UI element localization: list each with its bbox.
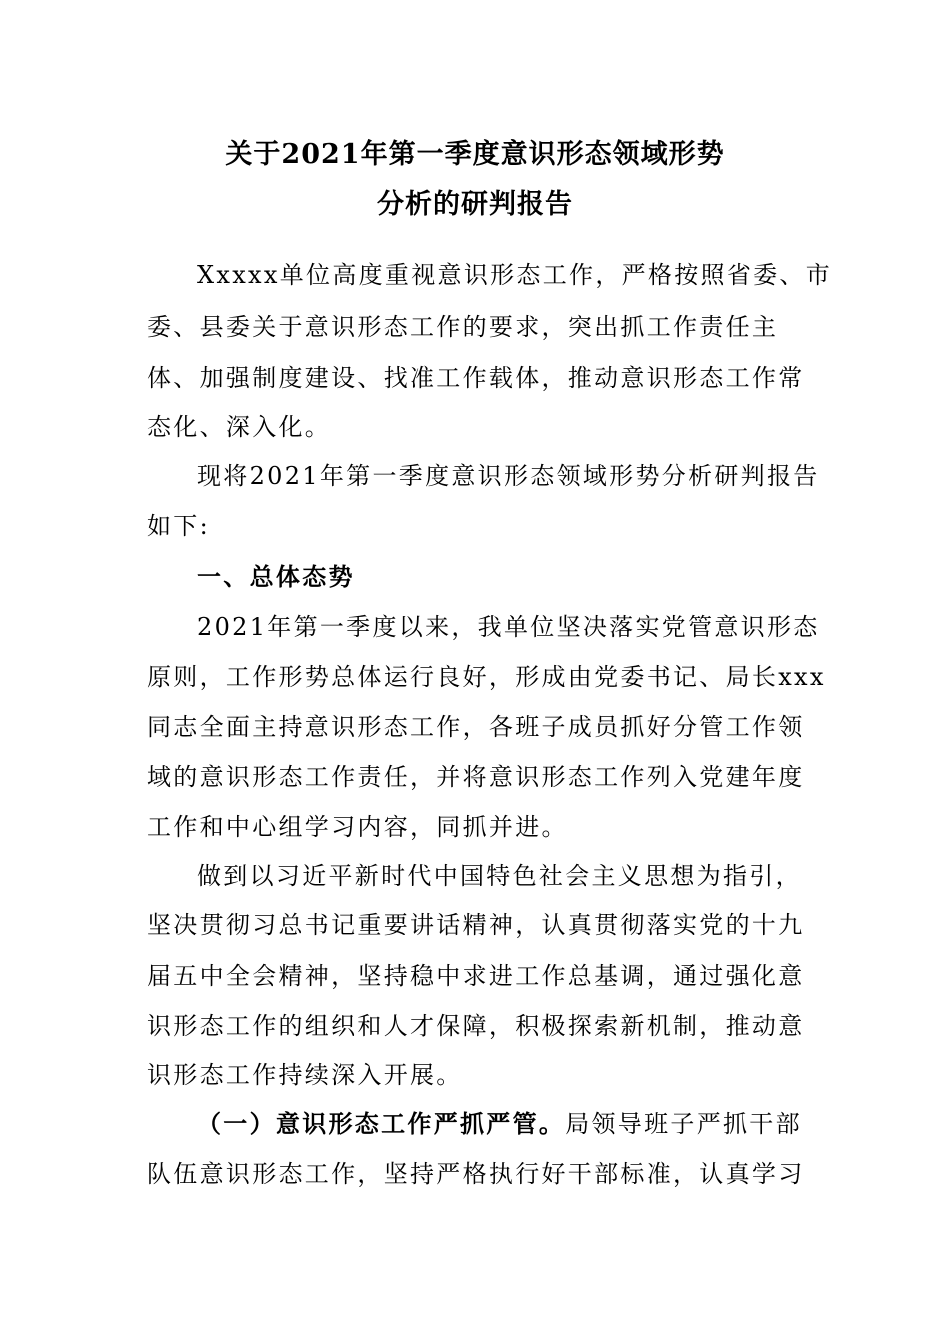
subsection-heading-strict-management: （一）意识形态工作严抓严管。 (197, 1109, 566, 1138)
paragraph-5-line-1-body: 局领导班子严抓干部 (565, 1110, 802, 1138)
paragraph-3-line-4: 域的意识形态工作责任，并将意识形态工作列入党建年度 (147, 763, 805, 791)
paragraph-2-line-1: 现将2021年第一季度意识形态领域形势分析研判报告 (197, 462, 820, 490)
paragraph-5-line-2: 队伍意识形态工作，坚持严格执行好干部标准，认真学习 (147, 1160, 805, 1188)
paragraph-4-line-5: 识形态工作持续深入开展。 (147, 1061, 463, 1089)
paragraph-4-line-2: 坚决贯彻习总书记重要讲话精神，认真贯彻落实党的十九 (147, 911, 805, 939)
section-heading-overall-situation: 一、总体态势 (197, 562, 355, 591)
paragraph-2-line-2: 如下: (147, 512, 210, 540)
paragraph-4-line-1: 做到以习近平新时代中国特色社会主义思想为指引， (197, 862, 802, 890)
paragraph-3-line-2: 原则，工作形势总体运行良好，形成由党委书记、局长xxx (147, 663, 826, 691)
paragraph-4-line-4: 识形态工作的组织和人才保障，积极探索新机制，推动意 (147, 1012, 805, 1040)
paragraph-4-line-3: 届五中全会精神，坚持稳中求进工作总基调，通过强化意 (147, 962, 805, 990)
paragraph-5-line-1 (197, 1109, 802, 1139)
paragraph-1-line-2: 委、县委关于意识形态工作的要求，突出抓工作责任主 (147, 313, 779, 341)
paragraph-3-line-3: 同志全面主持意识形态工作，各班子成员抓好分管工作领 (147, 713, 805, 741)
paragraph-1-line-1: Xxxxx单位高度重视意识形态工作，严格按照省委、市 (197, 261, 833, 289)
document-title-line-2: 分析的研判报告 (377, 189, 573, 220)
paragraph-3-line-5: 工作和中心组学习内容，同抓并进。 (147, 813, 568, 841)
paragraph-3-line-1: 2021年第一季度以来，我单位坚决落实党管意识形态 (197, 613, 820, 641)
paragraph-1-line-3: 体、加强制度建设、找准工作载体，推动意识形态工作常 (147, 364, 805, 392)
document-title-line-1: 关于2021年第一季度意识形态领域形势 (225, 139, 725, 170)
paragraph-1-line-4: 态化、深入化。 (147, 413, 332, 441)
